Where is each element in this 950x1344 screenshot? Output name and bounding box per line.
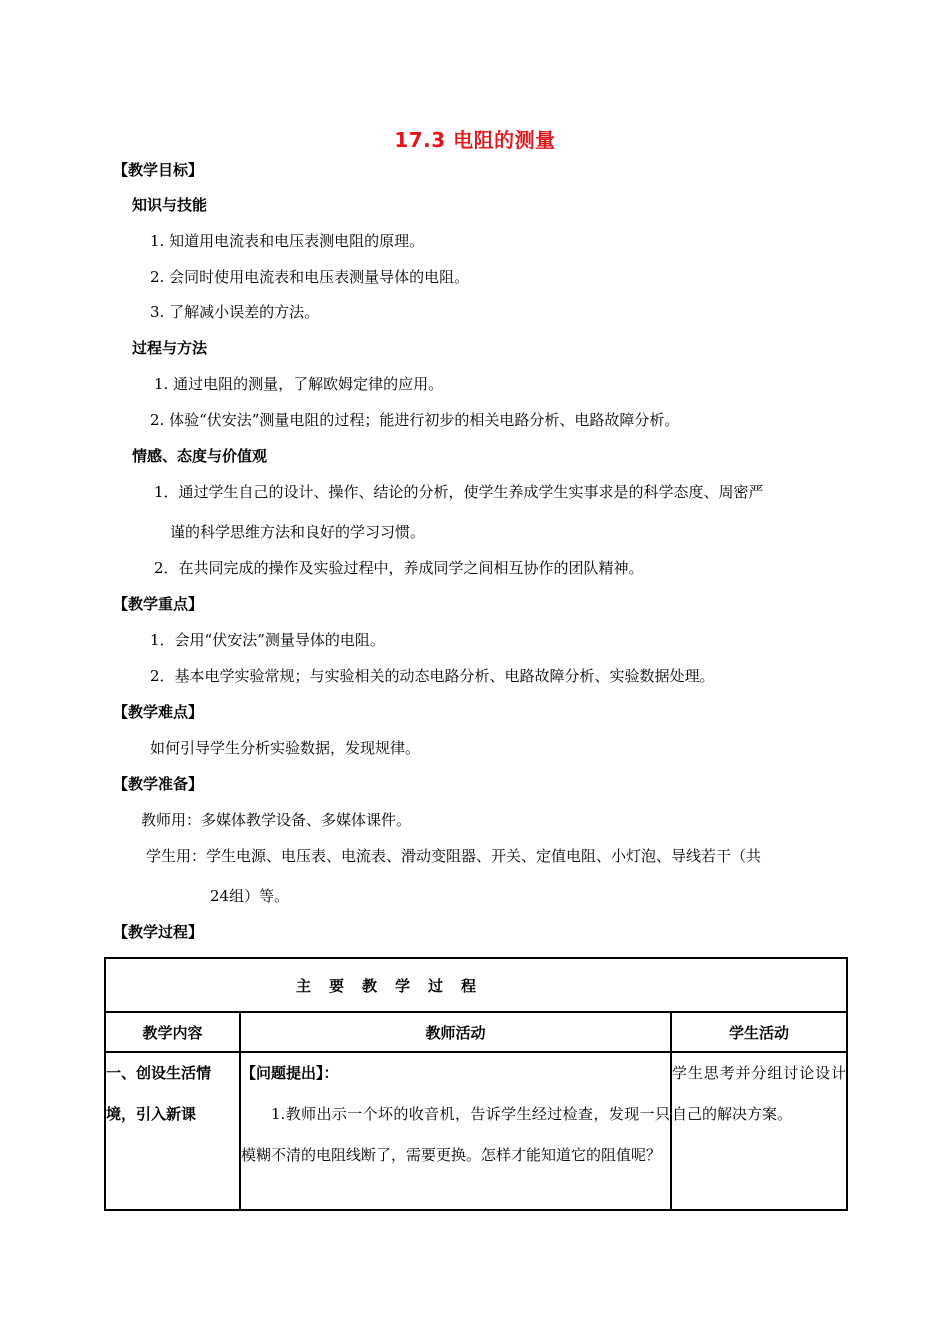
emotion-heading: 情感、态度与价值观 <box>132 447 268 465</box>
keypoints-item-2: 2．基本电学实验常规；与实验相关的动态电路分析、电路故障分析、实验数据处理。 <box>150 667 715 685</box>
process-item-1: 1. 通过电阻的测量，了解欧姆定律的应用。 <box>154 375 444 393</box>
emotion-item-2: 2．在共同完成的操作及实验过程中，养成同学之间相互协作的团队精神。 <box>154 559 644 577</box>
row-teacher-cell <box>240 1052 671 1210</box>
header-student: 学生活动 <box>671 1012 847 1052</box>
row-student-cell: 学生思考并分组讨论设计自己的解决方案。 <box>671 1052 847 1210</box>
page-title: 17.3 电阻的测量 <box>394 128 556 152</box>
knowledge-item-2: 2. 会同时使用电流表和电压表测量导体的电阻。 <box>150 268 470 286</box>
teacher-label: 【问题提出】： <box>241 1064 339 1082</box>
preparation-heading: 【教学准备】 <box>113 775 204 793</box>
difficulty-heading: 【教学难点】 <box>113 703 204 721</box>
keypoints-item-1: 1．会用“伏安法”测量导体的电阻。 <box>150 631 385 649</box>
teacher-text: 1.教师出示一个坏的收音机，告诉学生经过检查，发现一只模糊不清的电阻线断了，需要更换。怎样才能知道它的阻值呢？ <box>241 1105 670 1164</box>
knowledge-heading: 知识与技能 <box>132 196 208 214</box>
process-item-2: 2. 体验“伏安法”测量电阻的过程；能进行初步的相关电路分析、电路故障分析。 <box>150 411 680 429</box>
table-header-row <box>105 1012 847 1052</box>
objectives-heading: 【教学目标】 <box>113 161 204 179</box>
preparation-teacher: 教师用：多媒体教学设备、多媒体课件。 <box>141 811 412 829</box>
difficulty-text: 如何引导学生分析实验数据，发现规律。 <box>150 739 421 757</box>
keypoints-heading: 【教学重点】 <box>113 595 204 613</box>
table-caption-row <box>105 958 847 1012</box>
preparation-student-line-1: 学生用：学生电源、电压表、电流表、滑动变阻器、开关、定值电阻、小灯泡、导线若干（共 <box>146 847 762 865</box>
header-teacher: 教师活动 <box>240 1012 671 1052</box>
header-content: 教学内容 <box>105 1012 240 1052</box>
row-content-cell: 一、创设生活情境，引入新课 <box>105 1052 240 1210</box>
knowledge-item-1: 1. 知道用电流表和电压表测电阻的原理。 <box>150 232 425 250</box>
table-row <box>105 1052 847 1210</box>
emotion-item-1-line-2: 谨的科学思维方法和良好的学习习惯。 <box>170 523 426 541</box>
knowledge-item-3: 3. 了解减小误差的方法。 <box>150 303 320 321</box>
process-heading: 过程与方法 <box>132 339 208 357</box>
preparation-student-line-2: 24组）等。 <box>210 887 290 905</box>
table-caption: 主要教学过程 <box>105 958 847 1012</box>
teaching-process-table <box>104 957 848 1211</box>
process-section-heading: 【教学过程】 <box>113 923 204 941</box>
emotion-item-1-line-1: 1．通过学生自己的设计、操作、结论的分析，使学生养成学生实事求是的科学态度、周密严 <box>154 483 764 501</box>
